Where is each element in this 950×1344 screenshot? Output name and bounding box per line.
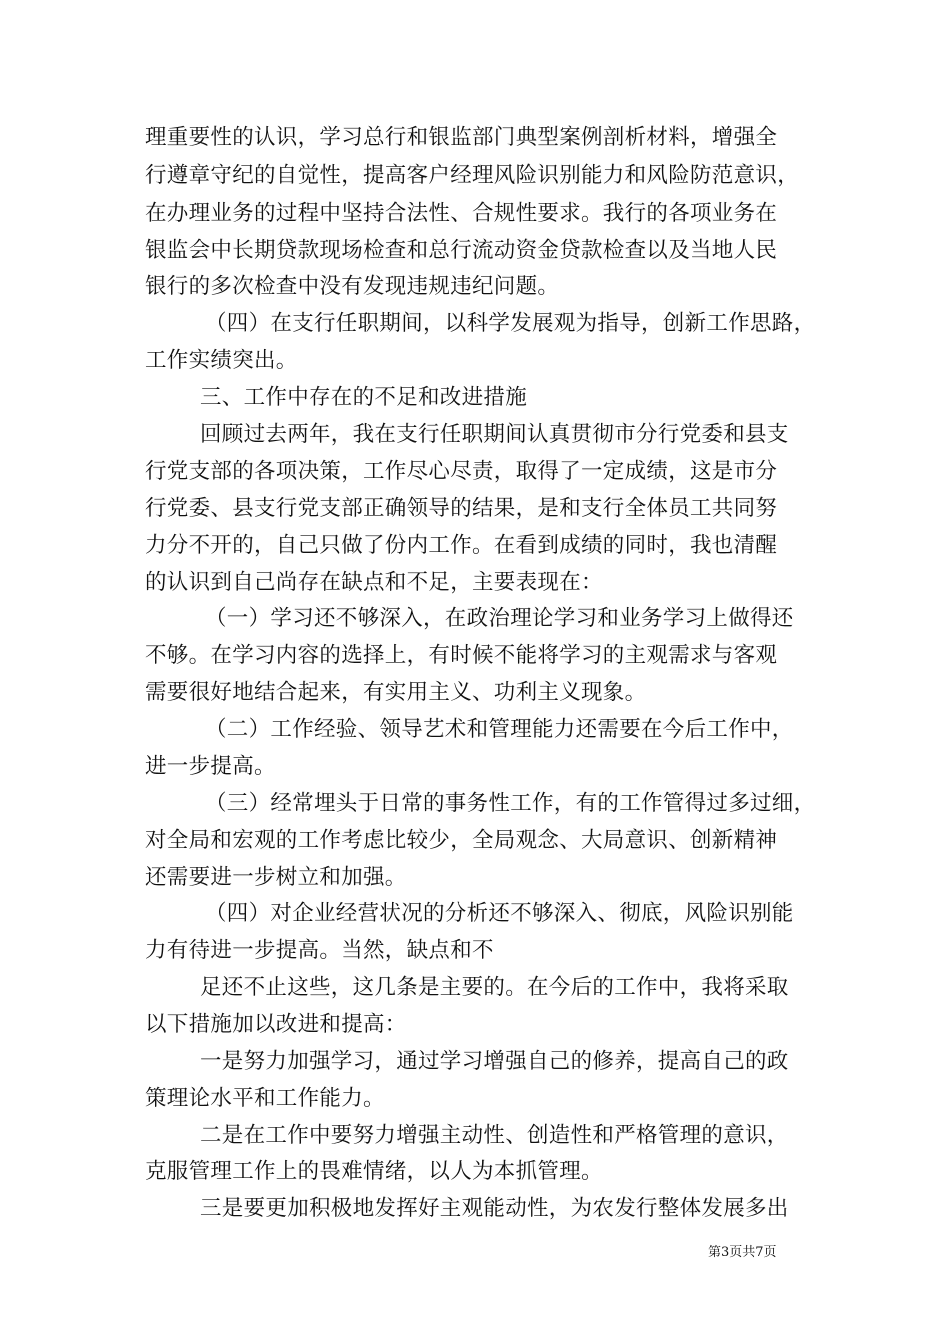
text-line: 工作实绩突出。 <box>145 348 298 373</box>
text-line: 行党支部的各项决策，工作尽心尽责，取得了一定成绩，这是市分 <box>145 459 778 484</box>
text-line: 行党委、县支行党支部正确领导的结果，是和支行全体员工共同努 <box>145 496 778 521</box>
text-line: 还需要进一步树立和加强。 <box>145 865 407 890</box>
text-line: 力有待进一步提高。当然，缺点和不 <box>145 938 494 963</box>
text-line: 对全局和宏观的工作考虑比较少，全局观念、大局意识、创新精神 <box>145 828 778 853</box>
text-line: 的认识到自己尚存在缺点和不足，主要表现在： <box>145 570 603 595</box>
text-line: （四）对企业经营状况的分析还不够深入、彻底，风险识别能 <box>205 901 794 926</box>
text-line: 回顾过去两年，我在支行任职期间认真贯彻市分行党委和县支 <box>200 422 789 447</box>
text-line: （二）工作经验、领导艺术和管理能力还需要在今后工作中， <box>205 717 794 742</box>
section-heading: 三、工作中存在的不足和改进措施 <box>200 385 528 410</box>
text-line: 足还不止这些，这几条是主要的。在今后的工作中，我将采取 <box>200 975 789 1000</box>
text-line: 克服管理工作上的畏难情绪，以人为本抓管理。 <box>145 1159 603 1184</box>
text-line: 二是在工作中要努力增强主动性、创造性和严格管理的意识， <box>200 1123 789 1148</box>
text-line: （四）在支行任职期间，以科学发展观为指导，创新工作思路， <box>205 311 816 336</box>
text-line: 三是要更加积极地发挥好主观能动性，为农发行整体发展多出 <box>200 1196 789 1221</box>
text-line: 以下措施加以改进和提高： <box>145 1012 407 1037</box>
text-line: 需要很好地结合起来，有实用主义、功利主义现象。 <box>145 680 647 705</box>
text-line: （一）学习还不够深入，在政治理论学习和业务学习上做得还 <box>205 606 794 631</box>
text-line: 力分不开的，自己只做了份内工作。在看到成绩的同时，我也清醒 <box>145 533 778 558</box>
text-line: 策理论水平和工作能力。 <box>145 1086 385 1111</box>
text-line: 进一步提高。 <box>145 754 276 779</box>
text-line: 银行的多次检查中没有发现违规违纪问题。 <box>145 274 560 299</box>
text-line: 行遵章守纪的自觉性，提高客户经理风险识别能力和风险防范意识， <box>145 163 800 188</box>
text-line: （三）经常埋头于日常的事务性工作，有的工作管得过多过细， <box>205 791 816 816</box>
page-number: 第3页共7页 <box>708 1245 777 1260</box>
text-line: 一是努力加强学习，通过学习增强自己的修养，提高自己的政 <box>200 1049 789 1074</box>
text-line: 理重要性的认识，学习总行和银监部门典型案例剖析材料，增强全 <box>145 125 778 150</box>
text-line: 银监会中长期贷款现场检查和总行流动资金贷款检查以及当地人民 <box>145 238 778 263</box>
text-line: 不够。在学习内容的选择上，有时候不能将学习的主观需求与客观 <box>145 643 778 668</box>
text-line: 在办理业务的过程中坚持合法性、合规性要求。我行的各项业务在 <box>145 201 778 226</box>
